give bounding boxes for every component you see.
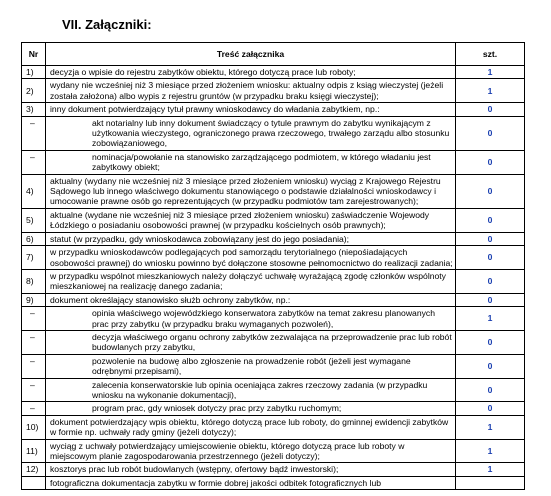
row-number: 7) (22, 246, 46, 270)
table-subrow (22, 116, 525, 150)
quantity-value: 0 (456, 208, 525, 232)
dash-bullet-icon: – (30, 117, 35, 128)
table-row (22, 293, 525, 306)
quantity-value: 0 (456, 378, 525, 402)
quantity-value: 0 (456, 103, 525, 116)
sub-item-text: decyzja właściwego organu ochrony zabytków zezwalająca na przeprowadzenie prac lub robót budowlanych przy zabytku, (92, 331, 452, 353)
table-row (22, 208, 525, 232)
sub-item-cell (30, 307, 456, 331)
attachment-text: fotograficzna dokumentacja zabytku w formie dobrej jakości odbitek fotograficznych lub (46, 476, 456, 489)
row-number: 2) (22, 79, 46, 103)
table-subrow (22, 354, 525, 378)
row-number: 6) (22, 232, 46, 245)
table-row (22, 79, 525, 103)
row-number: 11) (22, 439, 46, 463)
quantity-value: 0 (456, 116, 525, 150)
quantity-value: 1 (456, 463, 525, 476)
attachment-text: decyzja o wpisie do rejestru zabytków obiektu, którego dotyczą prace lub roboty; (46, 66, 456, 79)
row-number: 3) (22, 103, 46, 116)
quantity-value: 0 (456, 150, 525, 174)
quantity-value: 0 (456, 246, 525, 270)
attachment-text: aktualny (wydany nie wcześniej niż 3 miesiące przed złożeniem wniosku) wyciąg z Krajowego Rejestru Sądowego lub innego właściwego dokumentu stanowiącego o podstawie działalności wnioskodawcy i umocowanie prawne osób go reprezentujących (w przypadku podmiotów tam zarejestrowanych); (46, 174, 456, 208)
dash-bullet-icon: – (30, 308, 35, 319)
table-subrow (22, 150, 525, 174)
sub-item-cell (30, 354, 456, 378)
quantity-value: 1 (456, 439, 525, 463)
table-subrow (22, 402, 525, 415)
quantity-value: 0 (456, 293, 525, 306)
quantity-value (456, 476, 525, 489)
attachments-table (21, 42, 525, 490)
row-number: 8) (22, 269, 46, 293)
table-row (22, 415, 525, 439)
quantity-value: 1 (456, 307, 525, 331)
row-number: 5) (22, 208, 46, 232)
dash-bullet-icon: – (30, 355, 35, 366)
quantity-value: 0 (456, 354, 525, 378)
table-subrow (22, 378, 525, 402)
dash-bullet-icon: – (30, 379, 35, 390)
row-number: 9) (22, 293, 46, 306)
sub-item-cell (30, 150, 456, 174)
header-nr: Nr (22, 43, 46, 66)
quantity-value: 0 (456, 269, 525, 293)
sub-item-cell (30, 330, 456, 354)
sub-item-text: akt notarialny lub inny dokument świadczący o tytule prawnym do zabytku wynikającym z użytkowania wieczystego, ograniczonego prawa rzeczowego, trwałego zarządu albo stosunku zobowiązaniowego, (92, 117, 450, 149)
sub-item-cell (30, 378, 456, 402)
table-header-row (22, 43, 525, 66)
row-number: 10) (22, 415, 46, 439)
sub-item-text: program prac, gdy wniosek dotyczy prac przy zabytku ruchomym; (92, 403, 342, 414)
attachment-text: inny dokument potwierdzający tytuł prawny wnioskodawcy do władania zabytkiem, np.: (46, 103, 456, 116)
table-row (22, 476, 525, 489)
table-row (22, 246, 525, 270)
quantity-value: 1 (456, 415, 525, 439)
table-subrow (22, 307, 525, 331)
sub-item-text: pozwolenie na budowę albo zgłoszenie na prowadzenie robót (jeżeli jest wymagane odrębnymi przepisami), (92, 355, 411, 377)
quantity-value: 0 (456, 232, 525, 245)
sub-item-text: zalecenia konserwatorskie lub opinia oceniająca zakres rzeczowy zadania (w przypadku wniosku na wykonanie dokumentacji), (92, 379, 428, 400)
attachment-text: kosztorys prac lub robót budowlanych (wstępny, ofertowy bądź inwestorski); (46, 463, 456, 476)
sub-item-cell (30, 116, 456, 150)
table-row (22, 439, 525, 463)
row-number (22, 476, 46, 489)
row-number: 1) (22, 66, 46, 79)
attachment-text: dokument potwierdzający wpis obiektu, którego dotyczą prace lub roboty, do gminnej ewidencji zabytków w formie np. uchwały rady gminy (jeżeli dotyczy); (46, 415, 456, 439)
table-body (22, 66, 525, 490)
dash-bullet-icon: – (30, 151, 35, 162)
table-row (22, 66, 525, 79)
attachment-text: aktualne (wydane nie wcześniej niż 3 miesiące przed złożeniem wniosku) zaświadczenie Wojewody Łódzkiego o posiadaniu osobowości prawnej (w przypadku kościelnych osób prawnych); (46, 208, 456, 232)
table-row (22, 463, 525, 476)
table-row (22, 103, 525, 116)
attachment-text: w przypadku wnioskodawców podlegających pod samorządu terytorialnego (niepośiadających osobowości prawnej) do wniosku powinno być dołączone stosowne pełnomocnictwo do realizacji zadania; (46, 246, 456, 270)
dash-bullet-icon: – (30, 403, 35, 414)
attachment-text: wyciąg z uchwały potwierdzający umiejscowienie obiektu, którego dotyczą prace lub roboty w miejscowym planie zagospodarowania przestrzennego (jeżeli dotyczy); (46, 439, 456, 463)
table-row (22, 174, 525, 208)
attachment-text: w przypadku wspólnot mieszkaniowych należy dołączyć uchwałę wyrażającą zgodę członków wspólnoty mieszkaniowej na realizację danego zadania; (46, 269, 456, 293)
dash-bullet-icon: – (30, 331, 35, 342)
row-number: 12) (22, 463, 46, 476)
header-content: Treść załącznika (46, 43, 456, 66)
sub-item-text: nominacja/powołanie na stanowisko zarządzającego podmiotem, w którego władaniu jest zabytkowy obiekt; (92, 151, 431, 173)
attachment-text: wydany nie wcześniej niż 3 miesiące przed złożeniem wniosku: aktualny odpis z ksiąg wieczystej (jeżeli została założona) albo wypis z rejestru gruntów (w przypadku braku księgi wieczystej); (46, 79, 456, 103)
section-title: VII. Załączniki: (62, 17, 152, 32)
table-row (22, 269, 525, 293)
sub-item-text: opinia właściwego wojewódzkiego konserwatora zabytków na temat zakresu planowanych prac przy zabytku (w przypadku braku wymaganych pozwoleń), (92, 308, 435, 329)
quantity-value: 0 (456, 402, 525, 415)
table-row (22, 232, 525, 245)
quantity-value: 1 (456, 66, 525, 79)
quantity-value: 1 (456, 79, 525, 103)
attachment-text: statut (w przypadku, gdy wnioskodawca zobowiązany jest do jego posiadania); (46, 232, 456, 245)
quantity-value: 0 (456, 174, 525, 208)
sub-item-cell (30, 402, 456, 415)
header-qty: szt. (456, 43, 525, 66)
table-subrow (22, 330, 525, 354)
attachment-text: dokument określający stanowisko służb ochrony zabytków, np.: (46, 293, 456, 306)
row-number: 4) (22, 174, 46, 208)
quantity-value: 0 (456, 330, 525, 354)
